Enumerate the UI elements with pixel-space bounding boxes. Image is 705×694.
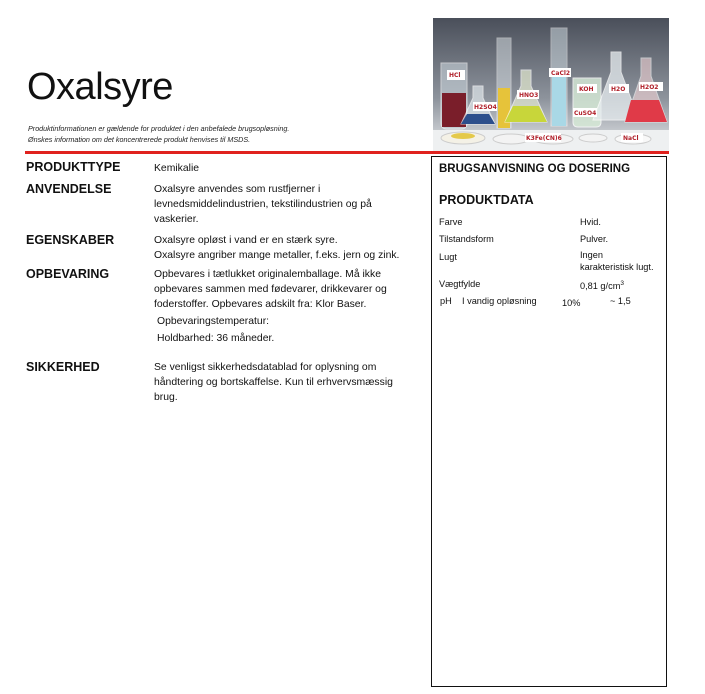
value-lugt-line2: karakteristisk lugt. [580,262,654,272]
text-line: Oxalsyre opløst i vand er en stærk syre. [154,235,338,246]
text-line: foderstoffer. Opbevares adskilt fra: Klor Baser. [154,299,367,310]
label-koh: KOH [579,86,594,93]
desc-ph: I vandig opløsning [462,296,537,306]
label-sikkerhed: SIKKERHED [26,360,100,374]
text-line: Opbevaringstemperatur: [157,316,270,327]
label-hcl: HCl [449,72,461,79]
red-divider [25,151,669,154]
text-line: håndtering og bortskaffelse. Kun til erhvervsmæssig [154,377,393,388]
value-tilstandsform: Pulver. [580,234,609,244]
text-egenskaber [154,233,416,263]
label-egenskaber: EGENSKABER [26,233,115,247]
text-line: Opbevares i tætlukket originalemballage. Må ikke [154,269,381,280]
label-k3fe: K3Fe(CN)6 [526,135,562,142]
label-nacl: NaCl [623,135,639,142]
label-ph: pH [440,296,452,306]
text-produkttype: Kemikalie [154,163,200,174]
text-line: Oxalsyre anvendes som rustfjerner i [154,184,321,195]
label-cacl2: CaCl2 [551,70,571,77]
subnote-line-2: Ønskes information om det koncentrerede produkt henvises til MSDS. [28,135,251,144]
panel-heading-productdata: PRODUKTDATA [439,193,534,207]
label-h2o2: H2O2 [640,84,659,91]
value-vaegtfylde-number: 0,81 g/cm [580,281,621,292]
subnote-line-1: Produktinformationen er gældende for produktet i den anbefalede brugsopløsning. [28,124,290,133]
label-cuso4: CuSO4 [574,110,597,117]
value-lugt-line1: Ingen [580,250,603,260]
text-line: Se venligst sikkerhedsdatablad for oplysning om [154,362,377,373]
text-line: opbevares sammen med fødevarer, drikkevarer og [154,284,387,295]
value-lugt [580,249,654,273]
conc-ph: 10% [562,298,581,308]
label-vaegtfylde: Vægtfylde [439,279,481,289]
page-title: Oxalsyre [27,66,173,108]
value-vaegtfylde [580,278,624,292]
label-h2so4: H2SO4 [474,104,497,111]
label-farve: Farve [439,217,463,227]
text-sikkerhed [154,360,416,405]
label-produkttype: PRODUKTTYPE [26,160,121,174]
text-opbevaring [154,267,416,346]
label-opbevaring: OPBEVARING [26,267,110,281]
label-anvendelse: ANVENDELSE [26,182,112,196]
unit-exponent: 3 [620,280,624,287]
product-data-panel [431,156,667,687]
label-tilstandsform: Tilstandsform [439,234,494,244]
text-line: Holdbarhed: 36 måneder. [157,333,275,344]
value-farve: Hvid. [580,217,601,227]
lab-glassware-photo [433,18,669,152]
panel-heading-usage: BRUGSANVISNING OG DOSERING [439,163,631,175]
value-ph: ~ 1,5 [610,296,631,306]
label-lugt: Lugt [439,252,457,262]
text-anvendelse [154,182,416,227]
text-line: brug. [154,392,178,403]
label-h2o: H2O [611,86,626,93]
label-hno3: HNO3 [519,92,539,99]
subnote [28,123,289,145]
text-line: Oxalsyre angriber mange metaller, f.eks. jern og zink. [154,250,400,261]
text-line: vaskerier. [154,214,199,225]
text-line: levnedsmiddelindustrien, tekstilindustrien og på [154,199,372,210]
